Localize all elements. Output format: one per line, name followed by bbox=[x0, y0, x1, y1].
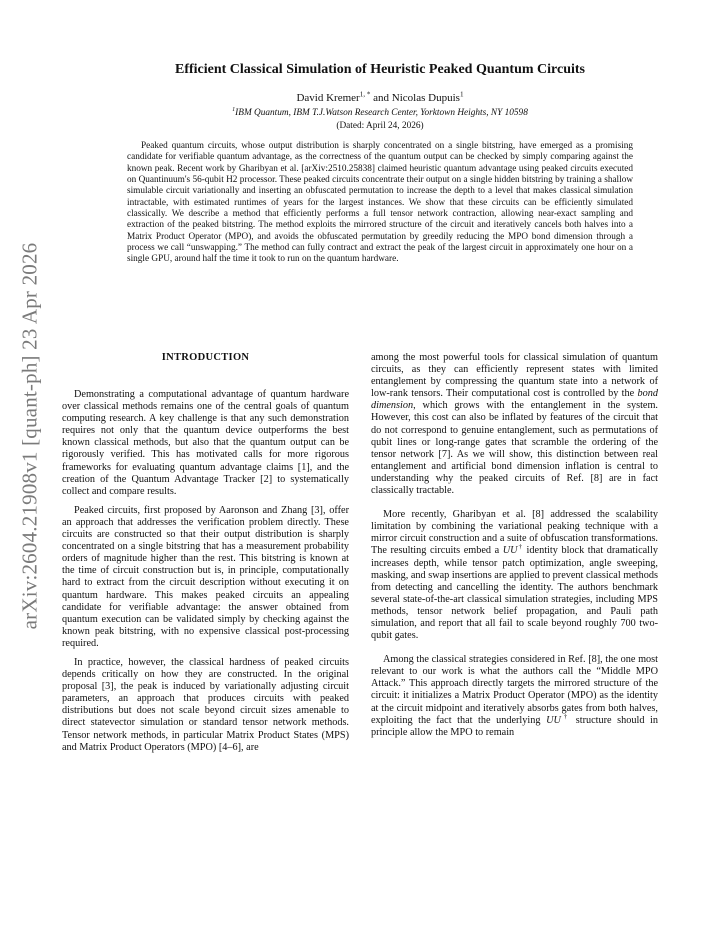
author-line bbox=[100, 92, 660, 104]
math-dagger: † bbox=[517, 544, 523, 551]
affiliation bbox=[100, 108, 660, 118]
section-heading-introduction: INTRODUCTION bbox=[161, 352, 250, 363]
paragraph: Demonstrating a computational advantage of quantum hardware over classical methods remains one of the central goals of quantum computing research. A key challenge is that any such demonstration requires not only that the quantum device outperforms the best known classical methods, but also that the quantum output can be rigorously verified. This has motivated calls for more rigorous frameworks for evaluating quantum advantage claims [1], and the creation of the Quantum Advantage Tracker [2] to systematically collect and compare results. bbox=[62, 389, 349, 497]
paragraph bbox=[371, 509, 658, 642]
right-column bbox=[371, 352, 658, 739]
author-1: David Kremer bbox=[296, 92, 360, 104]
math-uu: UU bbox=[502, 545, 518, 557]
author-2-affiliation-mark: 1 bbox=[459, 90, 464, 99]
text-run: Among the classical strategies considered in Ref. [8], the one most relevant to our work is what the authors call the “Middle MPO Attack.” This approach directly targets the mirrored structure of the circuit: it initializes a Matrix Product Operator (MPO) as the identity at the circuit midpoint and iteratively absorbs gates from both halves, exploiting the fact that the underlying bbox=[371, 654, 658, 726]
left-column bbox=[62, 352, 349, 754]
math-uu: UU bbox=[546, 714, 561, 726]
author-1-affiliation-mark: 1, * bbox=[359, 90, 371, 99]
paragraph: In practice, however, the classical hardness of peaked circuits depends critically on how they are constructed. In the original proposal [3], the peak is induced by variationally adjusting circuit parameters, an approach that produces circuits with peaked distributions but does not scale beyond circuit sizes amenable to direct statevector simulation or standard tensor network methods. Tensor network methods, in particular Matrix Product States (MPS) and Matrix Product Operators (MPO) [4–6], are bbox=[62, 656, 349, 753]
emphasis-bond-dimension: bond dimension bbox=[371, 388, 658, 412]
date-line: (Dated: April 24, 2026) bbox=[336, 121, 424, 131]
text-run: More recently, Gharibyan et al. [8] addressed the scalability limitation by combining the variational peaking technique with a mirror circuit construction and a suite of obfuscation transformations. The resulting circuits embed a bbox=[371, 509, 658, 557]
affiliation-mark: 1 bbox=[232, 106, 236, 113]
paragraph bbox=[371, 352, 658, 497]
affiliation-text: IBM Quantum, IBM T.J.Watson Research Center, Yorktown Heights, NY 10598 bbox=[235, 108, 528, 118]
text-run: identity block that dramatically increases depth, while tensor patch optimization, angle sweeping, masking, and swap insertions are applied to prevent classical methods from detecting and cancelling the identity. The authors benchmark several state-of-the-art classical simulation strategies, including MPS methods, tensor network belief propagation, and Pauli path simulation, and report that all fail to scale beyond roughly 700 two-qubit gates. bbox=[371, 545, 658, 642]
abstract: Peaked quantum circuits, whose output distribution is sharply concentrated on a single bitstring, have emerged as a promising candidate for verifiable quantum advantage, as the correctness of the quantum output can be checked by simply comparing against the known peak. Recent work by Gharibyan et al. [arXiv:2510.25838] claimed heuristic quantum advantage using peaked circuits executed on Quantinuum's 56-qubit H2 processor. These peaked circuits concentrate their output on a single hidden bitstring by training a shallow simulable circuit variationally and inserting an obfuscated permutation to increase the depth to a level that makes classical simulation intractable, with estimated runtimes of years for the largest instances. We show that these circuits can be efficiently simulated classically. We describe a method that efficiently performs a full tensor network contraction, allowing near-exact sampling and extraction of the peaked bitstring. The method exploits the mirrored structure of the circuit and iteratively cancels both halves into a Matrix Product Operator (MPO), and avoids the obfuscated permutation by greedily reducing the MPO bond dimension through a process we call “unswapping.” The method can fully contract and extract the peak of the largest circuit in approximately one hour on a single GPU, around half the time it took to run on the quantum hardware. bbox=[127, 141, 633, 265]
arxiv-identifier: arXiv:2604.21908v1 [quant-ph] 23 Apr 2026 bbox=[17, 242, 42, 630]
text-run: , which grows with the entanglement in the system. However, this cost can also be inflated by features of the circuit that do not correspond to genuine entanglement, such as permutations of qubit lines or long-range gates that scramble the ordering of the tensor network [7]. As we will show, this distinction between real entanglement and artificial bond dimension inflation is central to understanding why the peaked circuits of Ref. [8] are in fact classically tractable. bbox=[371, 400, 658, 497]
paragraph bbox=[371, 654, 658, 739]
text-run: structure should in principle allow the MPO to remain bbox=[371, 714, 659, 738]
author-separator: and Nicolas Dupuis bbox=[370, 92, 460, 104]
paper-title: Efficient Classical Simulation of Heuristic Peaked Quantum Circuits bbox=[174, 62, 585, 77]
arxiv-sidebar bbox=[4, 240, 56, 632]
text-run: among the most powerful tools for classical simulation of quantum circuits, as they can efficiently represent states with limited entanglement by compressing the quantum state into a network of low-rank tensors. Their computational cost is controlled by the bbox=[371, 352, 658, 400]
math-dagger: † bbox=[560, 713, 571, 721]
paragraph: Peaked circuits, first proposed by Aaronson and Zhang [3], offer an approach that addresses the verification problem directly. These circuits are constructed so that their output distribution is sharply concentrated on a single bitstring that has a measurement probability orders of magnitude higher than the rest. This bitstring is known at the time of circuit construction but is, in principle, computationally hard to extract from the circuit description without executing it on quantum hardware. This makes peaked circuits an appealing candidate for verifiable advantage: the answer obtained from quantum execution can be validated simply by checking against the known peak bitstring, with no expensive classical post-processing required. bbox=[62, 504, 349, 649]
